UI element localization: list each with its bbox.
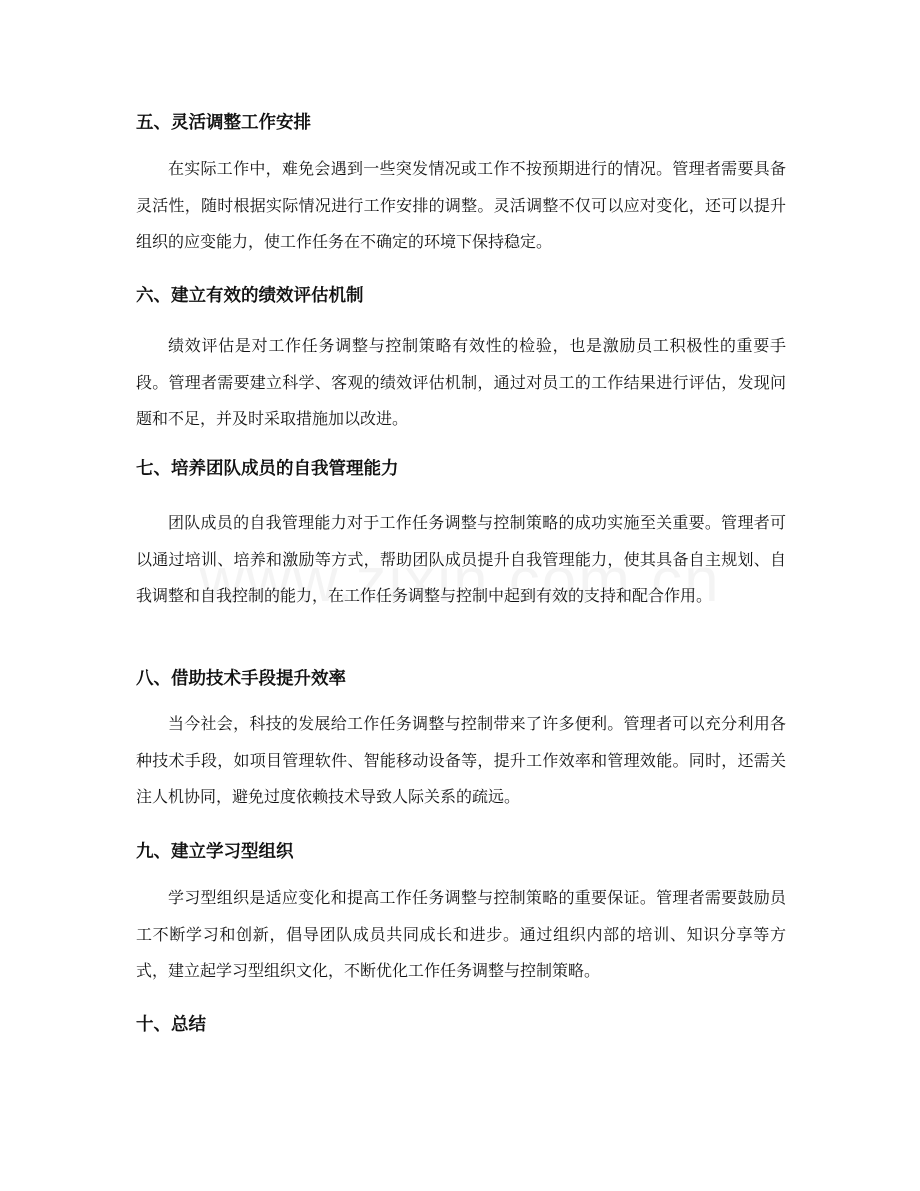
section-body-7: 团队成员的自我管理能力对于工作任务调整与控制策略的成功实施至关重要。管理者可以通过培训、培养和激励等方式，帮助团队成员提升自我管理能力，使其具备自主规划、自我调整和自我控制的能力，在工作任务调整与控制中起到有效的支持和配合作用。 (136, 513, 786, 605)
section-body-9: 学习型组织是适应变化和提高工作任务调整与控制策略的重要保证。管理者需要鼓励员工不断学习和创新，倡导团队成员共同成长和进步。通过组织内部的培训、知识分享等方式，建立起学习型组织文化，不断优化工作任务调整与控制策略。 (136, 888, 786, 980)
section-heading-7: 七、培养团队成员的自我管理能力 (136, 459, 399, 479)
section-heading-9: 九、建立学习型组织 (136, 842, 294, 862)
section-heading-10: 十、总结 (136, 1015, 206, 1035)
section-heading-6: 六、建立有效的绩效评估机制 (136, 286, 364, 306)
section-body-8: 当今社会，科技的发展给工作任务调整与控制带来了许多便利。管理者可以充分利用各种技术手段，如项目管理软件、智能移动设备等，提升工作效率和管理效能。同时，还需关注人机协同，避免过度依赖技术导致人际关系的疏远。 (136, 714, 786, 806)
section-body-5: 在实际工作中，难免会遇到一些突发情况或工作不按预期进行的情况。管理者需要具备灵活性，随时根据实际情况进行工作安排的调整。灵活调整不仅可以应对变化，还可以提升组织的应变能力，使工作任务在不确定的环境下保持稳定。 (136, 159, 786, 251)
section-heading-5: 五、灵活调整工作安排 (136, 113, 311, 133)
section-heading-8: 八、借助技术手段提升效率 (136, 669, 346, 689)
section-body-6: 绩效评估是对工作任务调整与控制策略有效性的检验，也是激励员工积极性的重要手段。管理者需要建立科学、客观的绩效评估机制，通过对员工的工作结果进行评估，发现问题和不足，并及时采取措施加以改进。 (136, 336, 786, 428)
